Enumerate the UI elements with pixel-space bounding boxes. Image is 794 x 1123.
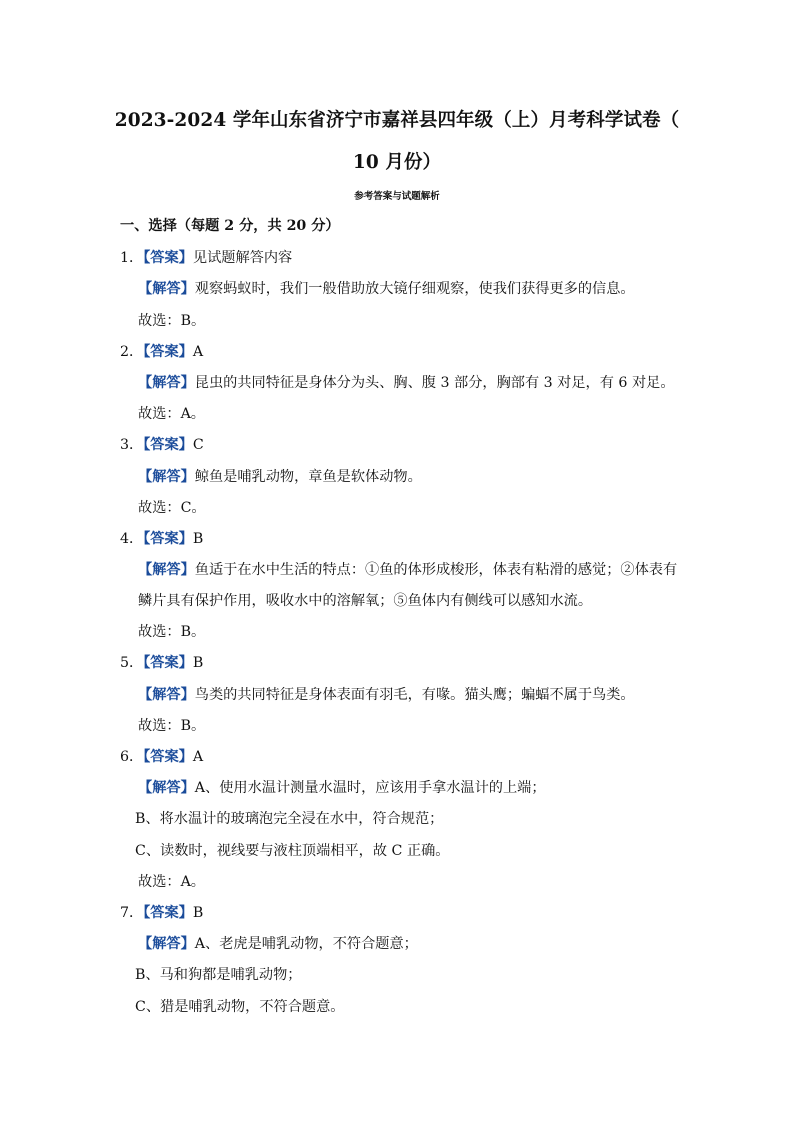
answer-text: C: [192, 437, 204, 453]
question-number: 4．: [120, 531, 144, 547]
analysis-text: A、老虎是哺乳动物，不符合题意；: [194, 936, 418, 952]
answer-tag: 【答案】: [143, 344, 193, 360]
question-6-option-b: B、将水温计的玻璃泡完全浸在水中，符合规范；: [135, 811, 444, 827]
question-7-option-b: B、马和狗都是哺乳动物；: [135, 967, 302, 983]
answer-tag: 【答案】: [143, 250, 193, 266]
question-6-conclusion: 故选：A。: [138, 874, 205, 890]
question-number: 1．: [120, 250, 144, 266]
answer-text: A: [192, 344, 204, 360]
question-4-conclusion: 故选：B。: [138, 624, 206, 640]
question-1-conclusion: 故选：B。: [138, 313, 206, 329]
answer-tag: 【答案】: [143, 749, 193, 765]
analysis-tag: 【解答】: [138, 281, 195, 297]
question-6-answer: [120, 747, 203, 767]
question-1-analysis: [138, 279, 635, 299]
analysis-text: 昆虫的共同特征是身体分为头、胸、腹 3 部分，胸部有 3 对足，有 6 对足。: [194, 375, 675, 391]
answer-text: A: [192, 749, 204, 765]
answer-text: B: [192, 531, 204, 547]
question-4-analysis: [138, 560, 677, 580]
analysis-text: A、使用水温计测量水温时，应该用手拿水温计的上端；: [194, 780, 546, 796]
analysis-tag: 【解答】: [138, 936, 195, 952]
question-7-option-c: C、猎是哺乳动物，不符合题意。: [135, 999, 345, 1015]
question-7-analysis: [138, 934, 418, 954]
answer-text: B: [192, 655, 204, 671]
question-2-conclusion: 故选：A。: [138, 406, 205, 422]
analysis-tag: 【解答】: [138, 780, 195, 796]
question-3-analysis: [138, 467, 422, 487]
question-5-answer: [120, 653, 203, 673]
question-6-option-c: C、读数时，视线要与液柱顶端相平，故 C 正确。: [135, 843, 450, 859]
question-3-answer: [120, 435, 204, 455]
answer-text: B: [192, 905, 204, 921]
analysis-text: 观察蚂蚁时，我们一般借助放大镜仔细观察，使我们获得更多的信息。: [194, 281, 635, 297]
answer-tag: 【答案】: [143, 905, 193, 921]
question-1-answer: [120, 248, 292, 268]
analysis-tag: 【解答】: [138, 469, 195, 485]
question-5-analysis: [138, 685, 635, 705]
analysis-text: 鱼适于在水中生活的特点：①鱼的体形成梭形，体表有粘滑的感觉；②体表有: [194, 562, 678, 578]
document-title-line1: 2023-2024 学年山东省济宁市嘉祥县四年级（上）月考科学试卷（: [114, 110, 680, 131]
question-number: 6．: [120, 749, 144, 765]
question-3-conclusion: 故选：C。: [138, 500, 206, 516]
question-6-analysis: [138, 778, 546, 798]
question-4-answer: [120, 529, 203, 549]
analysis-tag: 【解答】: [138, 687, 195, 703]
question-2-answer: [120, 342, 203, 362]
question-4-analysis-cont: 鳞片具有保护作用，吸收水中的溶解氧；⑤鱼体内有侧线可以感知水流。: [138, 593, 593, 609]
answer-text: 见试题解答内容: [192, 250, 293, 266]
answer-tag: 【答案】: [143, 531, 193, 547]
answer-tag: 【答案】: [143, 655, 193, 671]
answer-tag: 【答案】: [143, 437, 193, 453]
section-heading: 一、选择（每题 2 分，共 20 分）: [120, 218, 340, 234]
document-subtitle: 参考答案与试题解析: [354, 191, 440, 202]
question-number: 3．: [120, 437, 144, 453]
analysis-tag: 【解答】: [138, 562, 195, 578]
question-2-analysis: [138, 373, 675, 393]
question-number: 5．: [120, 655, 144, 671]
question-number: 2．: [120, 344, 144, 360]
analysis-text: 鲸鱼是哺乳动物，章鱼是软体动物。: [194, 469, 422, 485]
analysis-text: 鸟类的共同特征是身体表面有羽毛，有喙。猫头鹰；蝙蝠不属于鸟类。: [194, 687, 635, 703]
analysis-tag: 【解答】: [138, 375, 195, 391]
question-number: 7．: [120, 905, 144, 921]
document-title-line2: 10 月份）: [352, 152, 442, 173]
question-7-answer: [120, 903, 203, 923]
question-5-conclusion: 故选：B。: [138, 718, 206, 734]
